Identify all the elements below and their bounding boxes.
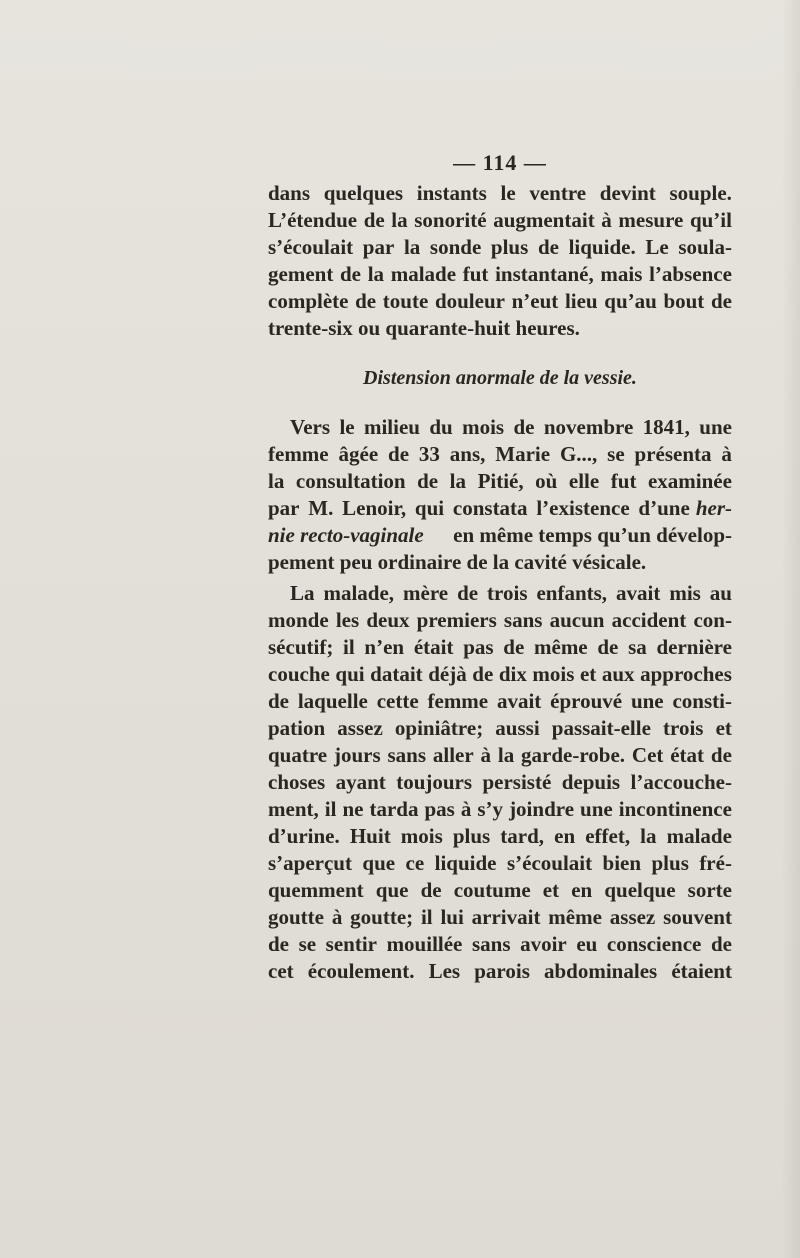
word: sorte (687, 878, 732, 902)
word: état (670, 743, 705, 767)
text-line (268, 607, 732, 634)
word: ayant (335, 770, 386, 794)
word: sécutif; (268, 635, 334, 659)
text-line (268, 468, 732, 495)
word: La (290, 581, 315, 605)
word: passait-elle (551, 716, 651, 740)
text-line (268, 688, 732, 715)
word: à (721, 442, 732, 466)
word: tarda (369, 797, 419, 821)
word: con- (693, 608, 732, 632)
word: toute (382, 289, 429, 313)
word: la (268, 469, 285, 493)
word: de (417, 469, 439, 493)
word: à (480, 743, 492, 767)
word: de (388, 442, 410, 466)
word: d’une (638, 496, 690, 520)
word: laquelle (297, 689, 368, 713)
word: s’aperçut (268, 851, 352, 875)
word: novembre (543, 415, 634, 439)
text-segment (268, 495, 690, 522)
word: coutume (453, 878, 531, 902)
word: effet, (585, 824, 631, 848)
word: mois (400, 824, 443, 848)
word: goutte; (350, 905, 414, 929)
word: Huit (349, 824, 391, 848)
word: conscience (606, 932, 702, 956)
paragraph (268, 180, 732, 342)
word: écoulement. (307, 959, 415, 983)
word: de (710, 932, 732, 956)
word: l’absence (649, 262, 732, 286)
word: il (343, 635, 355, 659)
word: une (630, 689, 664, 713)
word: de (457, 581, 479, 605)
word: 33 (418, 442, 440, 466)
word: s’écoulait (506, 851, 593, 875)
page-number: — 114 — (453, 150, 547, 175)
word: la (640, 824, 657, 848)
word: avait (496, 689, 542, 713)
word: accident (611, 608, 687, 632)
word: mesure (618, 208, 684, 232)
text-line (268, 904, 732, 931)
word: l’existence (536, 496, 630, 520)
word: monde (268, 608, 329, 632)
word: où (535, 469, 558, 493)
text-line (268, 877, 732, 904)
word: liquide (434, 851, 497, 875)
word: consultation (295, 469, 406, 493)
text-line (268, 580, 732, 607)
word: M. (308, 496, 334, 520)
word: consti- (672, 689, 732, 713)
word: Lenoir, (342, 496, 407, 520)
text-line (268, 958, 732, 985)
text-line (268, 769, 732, 796)
word: milieu (363, 415, 420, 439)
word: de (597, 635, 619, 659)
word: lui (440, 905, 464, 929)
word: approches (640, 662, 732, 686)
word: par (268, 496, 300, 520)
word: fut (610, 469, 637, 493)
text-line (268, 522, 732, 549)
text-line (268, 715, 732, 742)
word: incontinence (618, 797, 732, 821)
word: qui (335, 662, 365, 686)
word: sonde (429, 235, 482, 259)
word: liquide. (568, 235, 636, 259)
text-line (268, 441, 732, 468)
word: malade (666, 824, 732, 848)
word: datait (370, 662, 423, 686)
word: pas (424, 797, 455, 821)
word: une (580, 797, 613, 821)
word: une (699, 415, 732, 439)
word: dix (498, 662, 527, 686)
word: même (534, 635, 588, 659)
section-heading: Distension anormale de la vessie. (363, 367, 637, 389)
word: sans (503, 608, 543, 632)
word: ce (405, 851, 425, 875)
text-line (268, 288, 732, 315)
word: aucun (549, 608, 605, 632)
page-edge-shadow (782, 0, 800, 1258)
word: de (420, 878, 442, 902)
word: constata (452, 496, 528, 520)
word: les (335, 608, 360, 632)
word: trois (663, 716, 704, 740)
word: quelques (323, 181, 404, 205)
word: lieu (564, 289, 598, 313)
paragraph (268, 414, 732, 576)
word: qu’il (689, 208, 732, 232)
word: dans (268, 181, 311, 205)
word: malade (390, 262, 457, 286)
word: de (537, 235, 559, 259)
word: il (324, 797, 337, 821)
word: aux (601, 662, 635, 686)
word: parois (474, 959, 530, 983)
word: sans (387, 743, 427, 767)
word: qui (414, 496, 445, 520)
word: sa (628, 635, 647, 659)
word: souple. (669, 181, 732, 205)
word: toujours (396, 770, 473, 794)
text-line (268, 931, 732, 958)
word: cette (376, 689, 419, 713)
text-line: pement peu ordinaire de la cavité vésicale. (268, 550, 647, 574)
body-text (268, 180, 732, 985)
word: quatre (268, 743, 328, 767)
word: mois (462, 415, 505, 439)
word: à (331, 905, 343, 929)
word: il (420, 905, 433, 929)
word: le (339, 415, 355, 439)
word: de (472, 662, 494, 686)
text-line (268, 261, 732, 288)
word: joindre (509, 797, 575, 821)
word: la (497, 743, 515, 767)
word: persisté (482, 770, 552, 794)
word: par (362, 235, 395, 259)
word: de (503, 635, 525, 659)
text-line (268, 823, 732, 850)
word: soula- (678, 235, 732, 259)
word: la (367, 262, 385, 286)
text-line: trente-six ou quarante-huit heures. (268, 316, 580, 340)
word: quemment (268, 878, 364, 902)
word: Pitié, (477, 469, 524, 493)
word: avoir (520, 932, 567, 956)
word: bout (663, 289, 705, 313)
word: de (268, 932, 289, 956)
word: premiers (416, 608, 497, 632)
word: mouillée (386, 932, 463, 956)
word: se (607, 442, 625, 466)
word: femme (427, 689, 489, 713)
text-segment: en même temps qu’un dévelop- (453, 523, 732, 547)
text-line (268, 742, 732, 769)
word: n’eut (511, 289, 559, 313)
word: étaient (671, 959, 732, 983)
word: présenta (634, 442, 712, 466)
word: mois (532, 662, 575, 686)
word: opiniâtre; (394, 716, 484, 740)
word: la (403, 235, 421, 259)
word: garde-robe. (521, 743, 626, 767)
text-line (268, 180, 732, 207)
word: que (362, 851, 396, 875)
word: tard, (500, 824, 545, 848)
word: souvent (663, 905, 732, 929)
word: en (571, 878, 593, 902)
word: mis (669, 581, 701, 605)
word: devint (599, 181, 656, 205)
text-line (268, 495, 732, 522)
word: jours (333, 743, 381, 767)
word: fré- (699, 851, 732, 875)
word: en (554, 824, 576, 848)
word: bien (602, 851, 642, 875)
word: fut (462, 262, 489, 286)
word: de (710, 743, 732, 767)
word: s’écoulait (268, 235, 354, 259)
word: choses (268, 770, 326, 794)
word: 1841, (642, 415, 690, 439)
word: examinée (647, 469, 732, 493)
word: G..., (559, 442, 598, 466)
word: Le (645, 235, 669, 259)
paragraph (268, 580, 732, 985)
word: aussi (495, 716, 540, 740)
word: Marie (495, 442, 551, 466)
word: malade, (323, 581, 395, 605)
word: sentir (325, 932, 377, 956)
word: enfants, (536, 581, 608, 605)
italic-term: nie recto-vaginale (268, 523, 424, 547)
word: mais (600, 262, 643, 286)
word: âgée (338, 442, 379, 466)
word: plus (452, 824, 491, 848)
word: assez (609, 905, 656, 929)
word: complète (268, 289, 349, 313)
text-line (268, 414, 732, 441)
word: avait (616, 581, 661, 605)
text-line (268, 796, 732, 823)
word: eu (576, 932, 598, 956)
word: la (449, 469, 467, 493)
word: de (710, 289, 732, 313)
word: deux (366, 608, 410, 632)
word: couche (268, 662, 330, 686)
word: instants (416, 181, 487, 205)
text-line (268, 207, 732, 234)
word: ans, (449, 442, 486, 466)
word: de (363, 208, 385, 232)
word: de (355, 289, 377, 313)
word: cet (268, 959, 294, 983)
word: femme (268, 442, 329, 466)
word: et (715, 716, 732, 740)
word: arrivait (471, 905, 541, 929)
word: quelque (604, 878, 676, 902)
word: elle (568, 469, 600, 493)
word: L’étendue (268, 208, 358, 232)
word: ventre (529, 181, 587, 205)
word: assez (337, 716, 383, 740)
word: se (298, 932, 317, 956)
text-line (268, 850, 732, 877)
word: de (268, 689, 289, 713)
word: qu’au (604, 289, 657, 313)
word: et (542, 878, 560, 902)
word: et (579, 662, 597, 686)
word: depuis (561, 770, 621, 794)
word: que (375, 878, 409, 902)
text-line (268, 634, 732, 661)
word: Les (428, 959, 461, 983)
word: trois (487, 581, 528, 605)
text-line (268, 661, 732, 688)
word: mère (403, 581, 449, 605)
word: la (391, 208, 408, 232)
word: éprouvé (550, 689, 623, 713)
word: d’urine. (268, 824, 340, 848)
word: sans (471, 932, 511, 956)
word: déjà (428, 662, 467, 686)
word: ne (342, 797, 364, 821)
word: abdominales (544, 959, 658, 983)
word: augmentait (493, 208, 595, 232)
word: sonorité (414, 208, 487, 232)
word: Cet (631, 743, 664, 767)
word: instantané, (495, 262, 594, 286)
word: ment, (268, 797, 319, 821)
italic-term: her- (695, 496, 732, 520)
word: aller (432, 743, 474, 767)
word: douleur (434, 289, 505, 313)
word: gement (268, 262, 334, 286)
word: de (513, 415, 535, 439)
word: du (429, 415, 453, 439)
word: Vers (290, 415, 331, 439)
word: l’accouche- (630, 770, 732, 794)
word: plus (651, 851, 689, 875)
word: dernière (656, 635, 732, 659)
word: au (709, 581, 732, 605)
word: même (548, 905, 602, 929)
text-line (268, 234, 732, 261)
word: était (413, 635, 454, 659)
word: n’en (364, 635, 405, 659)
word: de (340, 262, 361, 286)
word: pation (268, 716, 326, 740)
word: s’y (477, 797, 504, 821)
word: goutte (268, 905, 324, 929)
word: le (500, 181, 516, 205)
word: pas (463, 635, 494, 659)
word: à (601, 208, 612, 232)
word: plus (490, 235, 529, 259)
word: à (460, 797, 472, 821)
